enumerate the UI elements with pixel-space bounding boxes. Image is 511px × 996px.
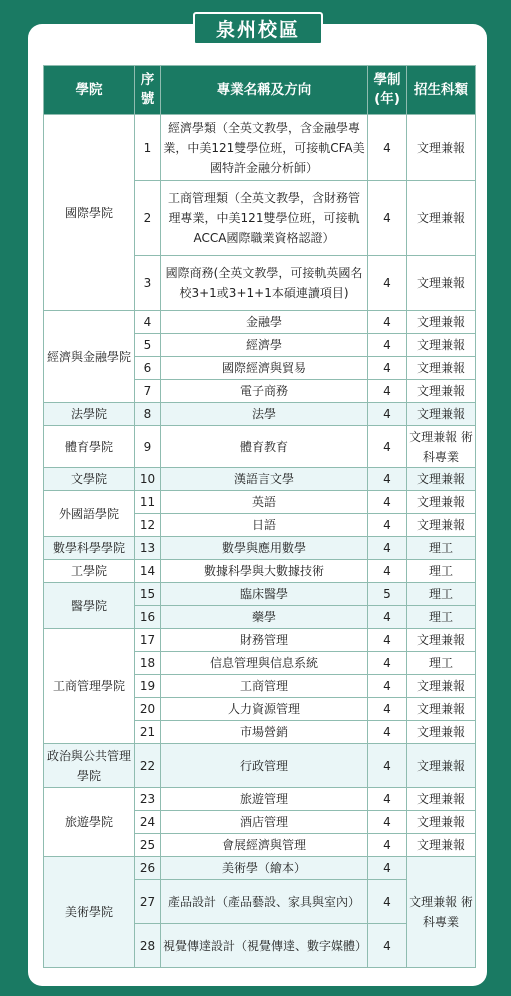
table-row — [44, 311, 476, 334]
years-cell: 4 — [368, 181, 407, 256]
category-cell: 文理兼報 — [407, 403, 476, 426]
major-cell: 工商管理類（全英文教學，含財務管理專業，中美121雙學位班，可接軌ACCA國際職業資格認證） — [161, 181, 368, 256]
college-cell: 法學院 — [44, 403, 135, 426]
category-cell: 文理兼報 — [407, 115, 476, 181]
category-cell: 文理兼報 術科專業 — [407, 426, 476, 468]
major-cell: 體育教育 — [161, 426, 368, 468]
major-cell: 漢語言文學 — [161, 468, 368, 491]
years-cell: 4 — [368, 491, 407, 514]
years-cell: 4 — [368, 744, 407, 788]
seq-cell: 23 — [135, 788, 161, 811]
years-cell: 4 — [368, 256, 407, 311]
college-cell: 文學院 — [44, 468, 135, 491]
seq-cell: 12 — [135, 514, 161, 537]
college-cell: 體育學院 — [44, 426, 135, 468]
campus-title: 泉州校區 — [193, 12, 323, 45]
college-cell: 旅遊學院 — [44, 788, 135, 857]
category-cell: 文理兼報 — [407, 788, 476, 811]
years-cell: 4 — [368, 311, 407, 334]
major-cell: 信息管理與信息系統 — [161, 652, 368, 675]
seq-cell: 6 — [135, 357, 161, 380]
category-cell: 文理兼報 — [407, 698, 476, 721]
years-cell: 4 — [368, 426, 407, 468]
seq-cell: 25 — [135, 834, 161, 857]
category-cell: 文理兼報 — [407, 675, 476, 698]
years-cell: 4 — [368, 357, 407, 380]
years-cell: 4 — [368, 698, 407, 721]
category-cell: 文理兼報 — [407, 256, 476, 311]
years-cell: 4 — [368, 811, 407, 834]
seq-cell: 7 — [135, 380, 161, 403]
seq-cell: 26 — [135, 857, 161, 880]
seq-cell: 9 — [135, 426, 161, 468]
major-cell: 日語 — [161, 514, 368, 537]
table-row — [44, 537, 476, 560]
category-cell: 文理兼報 — [407, 181, 476, 256]
years-cell: 4 — [368, 380, 407, 403]
seq-cell: 27 — [135, 880, 161, 924]
table-header-row — [44, 66, 476, 115]
seq-cell: 22 — [135, 744, 161, 788]
major-cell: 電子商務 — [161, 380, 368, 403]
seq-cell: 17 — [135, 629, 161, 652]
category-cell: 文理兼報 — [407, 380, 476, 403]
seq-cell: 18 — [135, 652, 161, 675]
years-cell: 4 — [368, 468, 407, 491]
years-cell: 4 — [368, 560, 407, 583]
category-cell: 理工 — [407, 560, 476, 583]
major-cell: 旅遊管理 — [161, 788, 368, 811]
college-cell: 工學院 — [44, 560, 135, 583]
seq-cell: 8 — [135, 403, 161, 426]
years-cell: 4 — [368, 334, 407, 357]
category-cell: 文理兼報 — [407, 811, 476, 834]
seq-cell: 16 — [135, 606, 161, 629]
seq-cell: 14 — [135, 560, 161, 583]
header-years: 學制 (年) — [368, 66, 407, 115]
category-cell: 理工 — [407, 652, 476, 675]
table-row — [44, 857, 476, 880]
college-cell: 工商管理學院 — [44, 629, 135, 744]
seq-cell: 20 — [135, 698, 161, 721]
years-cell: 4 — [368, 629, 407, 652]
category-cell: 文理兼報 — [407, 334, 476, 357]
major-cell: 數學與應用數學 — [161, 537, 368, 560]
category-cell: 文理兼報 — [407, 491, 476, 514]
college-cell: 數學科學學院 — [44, 537, 135, 560]
seq-cell: 4 — [135, 311, 161, 334]
years-cell: 4 — [368, 403, 407, 426]
years-cell: 4 — [368, 834, 407, 857]
table-row — [44, 403, 476, 426]
table-row — [44, 788, 476, 811]
table-row — [44, 560, 476, 583]
seq-cell: 15 — [135, 583, 161, 606]
category-cell: 理工 — [407, 537, 476, 560]
years-cell: 5 — [368, 583, 407, 606]
major-cell: 行政管理 — [161, 744, 368, 788]
college-cell: 醫學院 — [44, 583, 135, 629]
header-major: 專業名稱及方向 — [161, 66, 368, 115]
years-cell: 4 — [368, 514, 407, 537]
table-row — [44, 468, 476, 491]
category-cell: 文理兼報 — [407, 834, 476, 857]
seq-cell: 19 — [135, 675, 161, 698]
header-seq: 序 號 — [135, 66, 161, 115]
major-cell: 工商管理 — [161, 675, 368, 698]
seq-cell: 1 — [135, 115, 161, 181]
major-cell: 會展經濟與管理 — [161, 834, 368, 857]
major-cell: 市場營銷 — [161, 721, 368, 744]
seq-cell: 24 — [135, 811, 161, 834]
major-cell: 金融學 — [161, 311, 368, 334]
major-cell: 人力資源管理 — [161, 698, 368, 721]
years-cell: 4 — [368, 675, 407, 698]
table-row — [44, 426, 476, 468]
table-row — [44, 115, 476, 181]
header-category: 招生科類 — [407, 66, 476, 115]
seq-cell: 2 — [135, 181, 161, 256]
table-row — [44, 583, 476, 606]
table-row — [44, 491, 476, 514]
years-cell: 4 — [368, 537, 407, 560]
category-cell: 理工 — [407, 606, 476, 629]
seq-cell: 3 — [135, 256, 161, 311]
major-cell: 財務管理 — [161, 629, 368, 652]
major-cell: 臨床醫學 — [161, 583, 368, 606]
category-cell: 文理兼報 — [407, 629, 476, 652]
major-cell: 國際經濟與貿易 — [161, 357, 368, 380]
years-cell: 4 — [368, 880, 407, 924]
seq-cell: 11 — [135, 491, 161, 514]
header-college: 學院 — [44, 66, 135, 115]
college-cell: 美術學院 — [44, 857, 135, 968]
category-cell: 文理兼報 — [407, 721, 476, 744]
table-row — [44, 629, 476, 652]
category-cell: 文理兼報 — [407, 514, 476, 537]
seq-cell: 13 — [135, 537, 161, 560]
major-cell: 國際商務(全英文教學，可接軌英國名校3+1或3+1+1本碩連讀項目) — [161, 256, 368, 311]
category-cell: 文理兼報 — [407, 468, 476, 491]
years-cell: 4 — [368, 721, 407, 744]
category-cell: 文理兼報 — [407, 744, 476, 788]
college-cell: 經濟與金融學院 — [44, 311, 135, 403]
years-cell: 4 — [368, 115, 407, 181]
years-cell: 4 — [368, 788, 407, 811]
category-cell: 文理兼報 — [407, 311, 476, 334]
college-cell: 外國語學院 — [44, 491, 135, 537]
major-cell: 酒店管理 — [161, 811, 368, 834]
seq-cell: 28 — [135, 924, 161, 968]
major-cell: 藥學 — [161, 606, 368, 629]
category-cell: 文理兼報 — [407, 357, 476, 380]
major-cell: 法學 — [161, 403, 368, 426]
category-cell: 文理兼報 術科專業 — [407, 857, 476, 968]
seq-cell: 10 — [135, 468, 161, 491]
seq-cell: 5 — [135, 334, 161, 357]
major-cell: 視覺傳達設計（視覺傳達、數字媒體） — [161, 924, 368, 968]
years-cell: 4 — [368, 924, 407, 968]
major-cell: 經濟學 — [161, 334, 368, 357]
seq-cell: 21 — [135, 721, 161, 744]
college-cell: 國際學院 — [44, 115, 135, 311]
category-cell: 理工 — [407, 583, 476, 606]
college-cell: 政治與公共管理學院 — [44, 744, 135, 788]
major-cell: 產品設計（產品藝設、家具與室內） — [161, 880, 368, 924]
major-cell: 經濟學類（全英文教學，含金融學專業，中美121雙學位班，可接軌CFA美國特許金融分析師） — [161, 115, 368, 181]
major-cell: 英語 — [161, 491, 368, 514]
years-cell: 4 — [368, 857, 407, 880]
years-cell: 4 — [368, 652, 407, 675]
table-row — [44, 744, 476, 788]
majors-table — [43, 65, 476, 968]
major-cell: 數據科學與大數據技術 — [161, 560, 368, 583]
years-cell: 4 — [368, 606, 407, 629]
major-cell: 美術學（繪本） — [161, 857, 368, 880]
